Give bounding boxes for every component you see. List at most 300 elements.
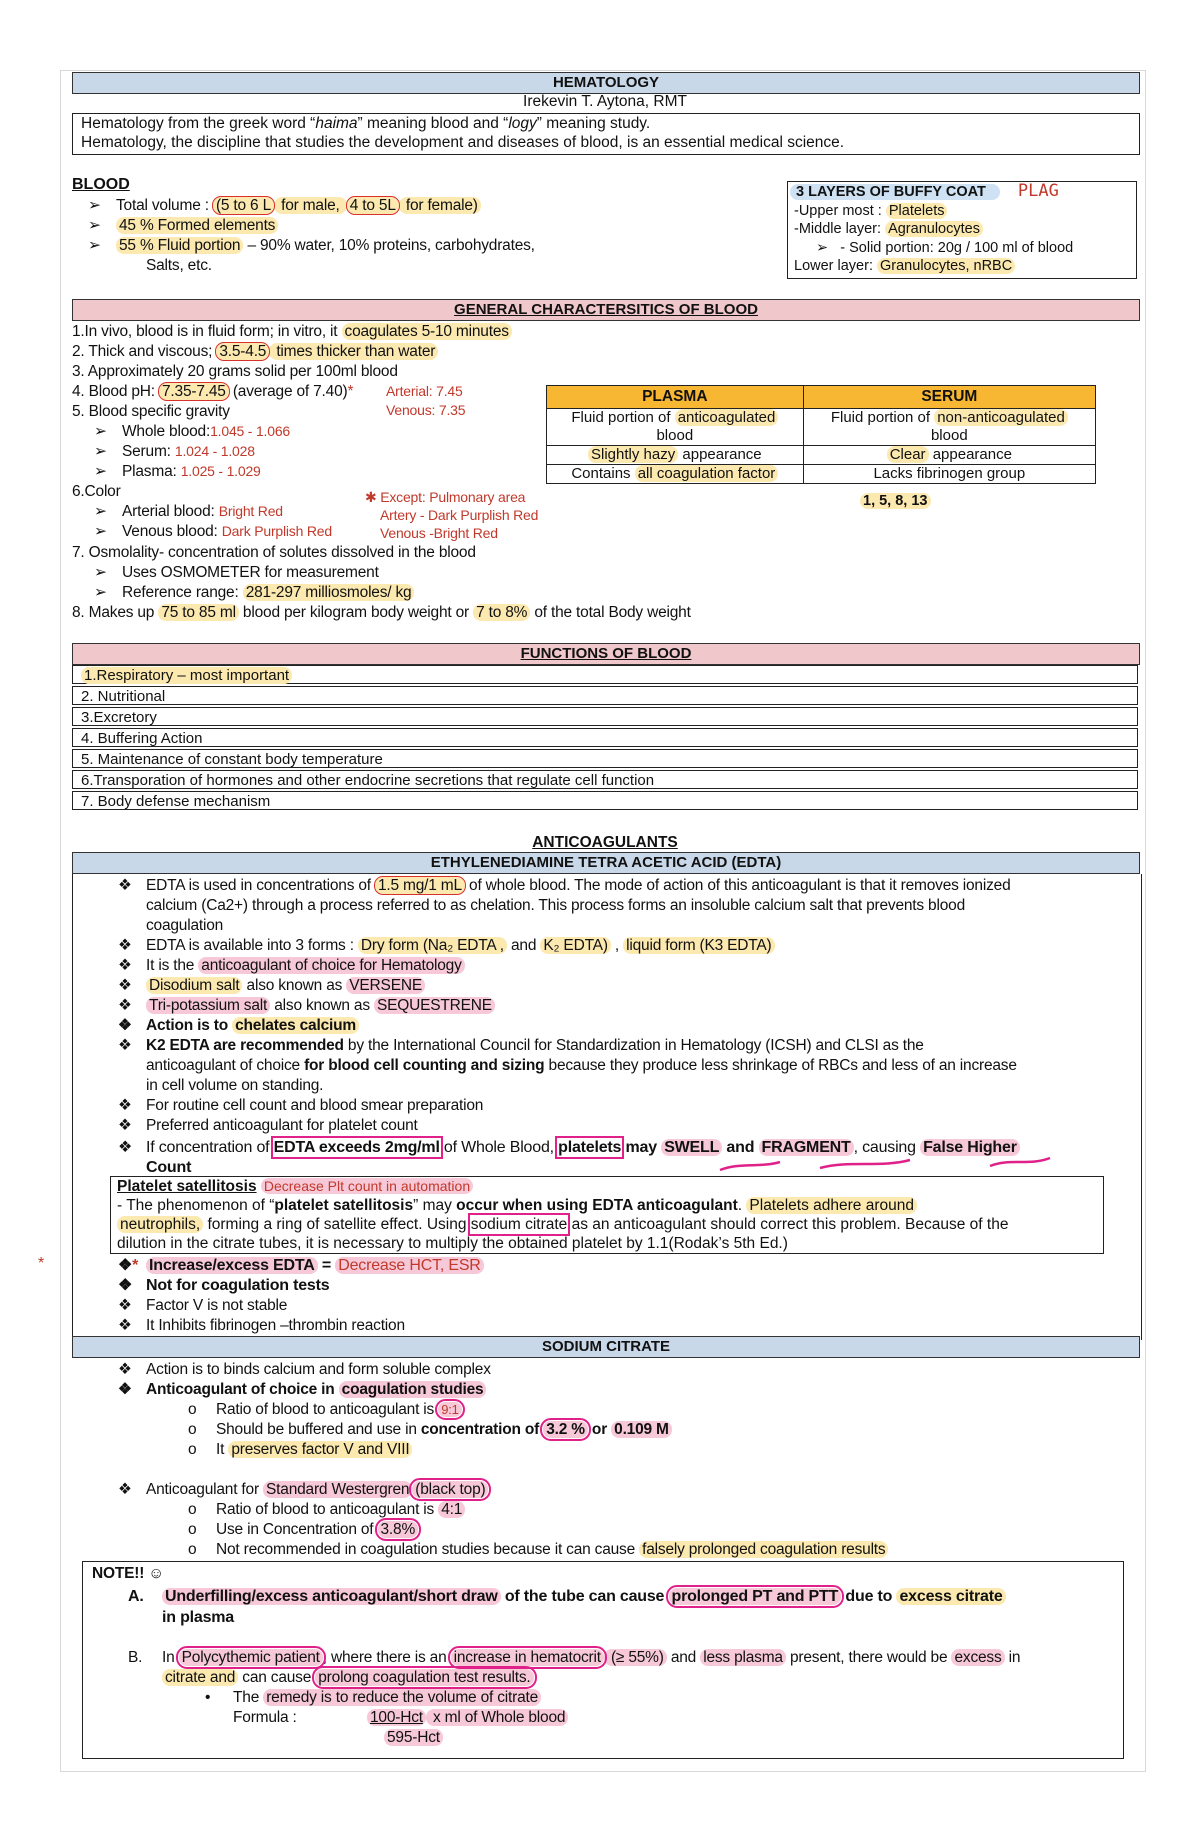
haima-word: haima [315, 115, 358, 132]
e10-may: may [621, 1139, 662, 1156]
edta-factorv [118, 1296, 287, 1315]
c8-text: 8. Makes up [72, 604, 159, 621]
edta-inhibits [118, 1316, 405, 1335]
diamond-bullet-icon: ❖ [118, 1277, 133, 1294]
function-row-2: 2. Nutritional [72, 686, 1138, 705]
edta-1-3: coagulation [146, 917, 224, 934]
color-arterial [94, 502, 283, 521]
margin-asterisk: * [38, 1255, 45, 1272]
citrate-2b-box: 3.2 % [543, 1421, 588, 1438]
sat-ref: (Rodak’s 5th Ed.) [668, 1235, 788, 1252]
sat-bold: occur when using EDTA anticoagulant [456, 1197, 738, 1214]
buffy-title-row [794, 182, 1136, 202]
note-b-label: B. [128, 1649, 143, 1666]
sg-plasma [94, 462, 261, 481]
citrate-2b-or: or [587, 1421, 612, 1438]
citrate-3a-val: 4:1 [438, 1501, 465, 1518]
citrate-3-text: Anticoagulant for [146, 1481, 264, 1498]
note-a-2: in plasma [162, 1609, 235, 1626]
sg-whole-value: 1.045 - 1.066 [210, 423, 290, 439]
e2-and: and [506, 937, 541, 954]
osmo-2 [94, 583, 414, 602]
arrow-bullet-icon: ➢ [94, 463, 107, 480]
edta-8 [118, 1096, 483, 1115]
star-icon: * [132, 1257, 139, 1274]
e7-text: by the International Council for Standardization in Hematology (ICSH) and CLSI as the [343, 1037, 924, 1054]
general-c6: 6.Color [72, 483, 121, 500]
formed-line [88, 216, 278, 235]
ps-serum-3 [803, 465, 1095, 484]
citrate-2b-bold: concentration of [420, 1421, 544, 1438]
note-b-pre: In [162, 1649, 179, 1666]
buffy-lower [794, 257, 1136, 276]
c8-hl2: 7 to 8% [473, 604, 530, 621]
formula-x: x ml of Whole blood [426, 1709, 568, 1726]
c1-text: 1.In vivo, blood is in fluid form; in vitro, it [72, 323, 342, 340]
sat-line-3 [117, 1234, 1103, 1253]
e10-false-higher: False Higher [920, 1139, 1020, 1156]
citrate-3b-val: 3.8% [378, 1521, 419, 1538]
note-b-less: less plasma [700, 1649, 786, 1666]
ps-plasma-1 [547, 409, 804, 446]
note-b-and: and [666, 1649, 701, 1666]
squiggle-underlines [700, 1152, 1100, 1178]
function-item: 1.Respiratory – most important [81, 667, 292, 684]
function-row-5: 5. Maintenance of constant body temperature [72, 749, 1138, 768]
arrow-bullet-icon: ➢ [94, 564, 107, 581]
ps-serum-1 [803, 409, 1095, 446]
note-a-box: prolonged PT and PTT [669, 1588, 842, 1605]
ps-text: Fluid portion of [830, 409, 935, 426]
citrate-3a-text: Ratio of blood to anticoagulant is [216, 1501, 439, 1518]
tv-female-text: for female) [399, 197, 481, 214]
sat-text: dilution in the citrate tubes, it is necessary to multiply the obtained platelet by 1.1 [117, 1235, 669, 1252]
e3-text: It is the [146, 957, 199, 974]
e5-name: SEQUESTRENE [374, 997, 495, 1014]
edta-increase [118, 1256, 484, 1275]
buffy-middle [794, 220, 1136, 239]
sat-decrease: Decrease Plt count in automation [261, 1178, 473, 1194]
e10-cause: , causing [853, 1139, 921, 1156]
citrate-2b-text: Should be buffered and use in [216, 1421, 421, 1438]
function-row-6: 6.Transporation of hormones and other endocrine secretions that regulate cell function [72, 770, 1138, 789]
inhibits-text: It Inhibits fibrinogen –thrombin reaction [146, 1317, 405, 1334]
circle-bullet-icon: o [188, 1501, 197, 1518]
note-remedy [205, 1688, 541, 1707]
edta-7-3: in cell volume on standing. [146, 1077, 324, 1094]
diamond-bullet-icon: ❖ [118, 1117, 132, 1134]
venous-label: Venous blood: [122, 523, 222, 540]
intro-text: Hematology from the greek word “ [81, 115, 316, 132]
e9-text: Preferred anticoagulant for platelet count [146, 1117, 418, 1134]
edta-7-2 [146, 1056, 1017, 1075]
note-formula-den [384, 1728, 443, 1747]
function-row-4: 4. Buffering Action [72, 728, 1138, 747]
note-b-box1: Polycythemic patient [179, 1649, 323, 1666]
diamond-bullet-icon: ❖ [118, 997, 132, 1014]
edta-9 [118, 1116, 418, 1135]
edta-notcoag [118, 1276, 329, 1295]
remedy-pre: The [233, 1689, 264, 1706]
intro-box [72, 113, 1140, 155]
ps-text: blood [930, 427, 968, 444]
diamond-bullet-icon: ❖ [118, 977, 132, 994]
general-c8 [72, 603, 691, 622]
ps-hl: anticoagulated [675, 409, 779, 426]
edta-1-2: calcium (Ca2+) through a process referred to as chelation. This process forms an insoluble calcium salt that prevents blood [146, 897, 965, 914]
e1-text: EDTA is used in concentrations of [146, 877, 375, 894]
citrate-2c [188, 1440, 412, 1459]
citrate-2a [188, 1400, 462, 1419]
ps-hl: non-anticoagulated [934, 409, 1068, 426]
factorv-text: Factor V is not stable [146, 1297, 288, 1314]
function-row-3: 3.Excretory [72, 707, 1138, 726]
e10-and: and [722, 1139, 759, 1156]
intro-text: ” meaning blood and “ [357, 115, 509, 132]
edta-1 [118, 876, 1011, 895]
except-2: Artery - Dark Purplish Red [380, 507, 539, 523]
ps-row-3 [547, 465, 1096, 484]
tv-male-value: (5 to 6 L [213, 197, 274, 214]
sg-serum [94, 442, 255, 461]
except-3: Venous -Bright Red [380, 525, 498, 541]
circle-bullet-icon: o [188, 1401, 197, 1418]
intro-text: ” meaning study. [536, 115, 651, 132]
e7-2-bold: for blood cell counting and sizing [304, 1057, 545, 1074]
buffy-lower-value: Granulocytes, nRBC [877, 258, 1015, 274]
functions-heading: FUNCTIONS OF BLOOD [72, 643, 1140, 665]
e7-bold: K2 EDTA are recommended [146, 1037, 344, 1054]
arrow-bullet-icon: ➢ [94, 523, 107, 540]
diamond-bullet-icon: ❖ [118, 1139, 133, 1156]
e7-2-text: anticoagulant of choice [146, 1057, 305, 1074]
diamond-bullet-icon: ❖ [118, 1017, 132, 1034]
tv-male-text: for male, [274, 197, 347, 214]
inc-value: Decrease HCT, ESR [335, 1257, 483, 1274]
arrow-bullet-icon: ➢ [88, 237, 101, 254]
e10-platelets: platelets [558, 1139, 622, 1156]
c2-box: 3.5-4.5 [216, 343, 269, 360]
buffy-middle-label: -Middle layer: [794, 221, 886, 237]
citrate-2-hl: coagulation studies [339, 1381, 487, 1398]
note-b-excess: excess [951, 1649, 1004, 1666]
sat-sodium-citrate: sodium citrate [470, 1216, 568, 1233]
note-a-hl: Underfilling/excess anticoagulant/short draw [162, 1588, 501, 1605]
arrow-bullet-icon: ➢ [88, 197, 101, 214]
circle-bullet-icon: o [188, 1441, 197, 1458]
arrow-bullet-icon: ➢ [88, 217, 101, 234]
e6-highlight: chelates calcium [232, 1017, 359, 1034]
citrate-1 [118, 1360, 491, 1379]
buffy-solid [794, 239, 1136, 258]
citrate-3a [188, 1500, 465, 1519]
sat-text: . [737, 1197, 747, 1214]
star-icon: * [347, 383, 354, 400]
ps-hl: all coagulation factor [635, 465, 779, 482]
citrate-2b-alt: 0.109 M [611, 1421, 672, 1438]
buffy-upper [794, 202, 1136, 221]
sg-serum-value: 1.024 - 1.028 [174, 443, 255, 459]
arrow-bullet-icon: ➢ [94, 443, 107, 460]
tv-label: Total volume : [116, 197, 213, 214]
e5-text: also known as [270, 997, 374, 1014]
formula-numerator: 100-Hct [367, 1709, 426, 1726]
general-c5: 5. Blood specific gravity [72, 403, 230, 420]
e2-dry: Dry form (Na₂ EDTA , [358, 937, 507, 954]
circle-bullet-icon: o [188, 1541, 197, 1558]
citrate-3b [188, 1520, 418, 1539]
c8-mid: blood per kilogram body weight or [238, 604, 474, 621]
e1-post: of whole blood. The mode of action of this anticoagulant is that it removes ionized [464, 877, 1011, 894]
e10-swell: SWELL [661, 1139, 722, 1156]
sg-plasma-label: Plasma: [122, 463, 181, 480]
plasma-header: PLASMA [547, 386, 804, 409]
satellitosis-box [110, 1176, 1104, 1254]
sat-title-row [117, 1177, 1103, 1196]
note-b-box2: increase in hematocrit [451, 1649, 604, 1666]
diamond-bullet-icon: ❖ [118, 1317, 132, 1334]
arterial-ph: Arterial: 7.45 [386, 383, 463, 399]
circle-bullet-icon: o [188, 1421, 197, 1438]
sat-hl: Platelets adhere around [746, 1197, 917, 1214]
c2-post: times thicker than water [269, 343, 438, 360]
buffy-lower-label: Lower layer: [794, 258, 878, 274]
general-c4 [72, 382, 353, 401]
remedy-hl: remedy is to reduce the volume of citrate [263, 1689, 541, 1706]
buffy-upper-value: Platelets [886, 203, 948, 219]
ps-plasma-3 [547, 465, 804, 484]
edta-heading: ETHYLENEDIAMINE TETRA ACETIC ACID (EDTA) [72, 852, 1140, 874]
buffy-mnemonic: PLAG [1017, 181, 1059, 201]
arterial-value: Bright Red [218, 503, 283, 519]
e2-liquid: liquid form (K3 EDTA) [623, 937, 774, 954]
e4-name: VERSENE [346, 977, 425, 994]
c4-box: 7.35-7.45 [159, 383, 229, 400]
osmo-2-value: 281-297 milliosmoles/ kg [243, 584, 415, 601]
blood-heading: BLOOD [72, 176, 130, 193]
citrate-3 [118, 1480, 488, 1499]
fluid-line [88, 236, 535, 255]
citrate-2c-text: It [216, 1441, 229, 1458]
osmo-2-label: Reference range: [122, 584, 243, 601]
diamond-bullet-icon: ❖ [118, 1097, 132, 1114]
arterial-label: Arterial blood: [122, 503, 219, 520]
buffy-upper-label: -Upper most : [794, 202, 886, 219]
e10-mid: of Whole Blood, [439, 1139, 559, 1156]
c1-highlight: coagulates 5-10 minutes [342, 323, 512, 340]
fluid-rest: – 90% water, 10% proteins, carbohydrates, [243, 237, 535, 254]
general-c2 [72, 342, 438, 361]
general-heading: GENERAL CHARACTERSITICS OF BLOOD [72, 299, 1140, 321]
sg-plasma-value: 1.025 - 1.029 [180, 463, 261, 479]
e3-highlight: anticoagulant of choice for Hematology [198, 957, 464, 974]
formula-denominator: 595-Hct [384, 1729, 443, 1746]
ps-plasma-2 [547, 446, 804, 465]
osmo-1 [94, 563, 379, 582]
plasma-serum-table [546, 385, 1096, 484]
sat-hl: neutrophils, [117, 1216, 203, 1233]
sat-text: as an anticoagulant should correct this problem. Because of the [567, 1216, 1009, 1233]
note-b-2-hl: citrate and [162, 1669, 238, 1686]
diamond-bullet-icon: ❖ [118, 957, 132, 974]
general-c1 [72, 322, 512, 341]
fibrinogen-factors: 1, 5, 8, 13 [860, 493, 931, 509]
general-c3: 3. Approximately 20 grams solid per 100ml blood [72, 363, 398, 380]
ps-row-2 [547, 446, 1096, 465]
osmo-1-text: Uses OSMOMETER for measurement [122, 564, 379, 581]
note-b-mid: , where there is an [322, 1649, 451, 1666]
citrate-2a-text: Ratio of blood to anticoagulant is [216, 1401, 439, 1418]
citrate-3-hl: Standard Westergren [263, 1481, 412, 1498]
citrate-3b-text: Use in Concentration of [216, 1521, 378, 1538]
sat-bold: platelet satellitosis [274, 1197, 414, 1214]
citrate-3c-hl: falsely prolonged coagulation results [639, 1541, 888, 1558]
citrate-3c [188, 1540, 888, 1559]
citrate-1-text: Action is to binds calcium and form soluble complex [146, 1361, 491, 1378]
e4-highlight: Disodium salt [146, 977, 242, 994]
note-a-hl2: excess citrate [896, 1588, 1005, 1605]
note-b-pct: (≥ 55%) [604, 1649, 667, 1666]
venous-ph: Venous: 7.35 [386, 402, 466, 418]
buffy-title: 3 LAYERS OF BUFFY COAT [790, 184, 1000, 200]
c4-text: 4. Blood pH: [72, 383, 160, 400]
edta-3 [118, 956, 465, 975]
formed-elements: 45 % Formed elements [116, 217, 278, 234]
edta-4 [118, 976, 425, 995]
sat-line-2 [117, 1215, 1103, 1234]
note-title: NOTE!! ☺ [92, 1565, 164, 1582]
e10-fragment: FRAGMENT [759, 1139, 854, 1156]
sg-whole-label: Whole blood: [122, 423, 211, 440]
diamond-bullet-icon: ❖ [118, 1297, 132, 1314]
ps-row-1 [547, 409, 1096, 446]
arrow-bullet-icon: ➢ [94, 423, 107, 440]
e6-text: Action is to [146, 1017, 233, 1034]
color-venous [94, 522, 332, 541]
citrate-2 [118, 1380, 486, 1399]
venous-value: Dark Purplish Red [221, 523, 332, 539]
citrate-heading: SODIUM CITRATE [72, 1336, 1140, 1358]
sg-serum-label: Serum: [122, 443, 175, 460]
note-b-present: present, there would be [785, 1649, 952, 1666]
buffy-coat-box [787, 181, 1137, 279]
e8-text: For routine cell count and blood smear preparation [146, 1097, 484, 1114]
e4-text: also known as [242, 977, 347, 994]
intro-line-1 [81, 114, 1139, 133]
sat-text: forming a ring of satellite effect. Using [203, 1216, 471, 1233]
circle-bullet-icon: o [188, 1521, 197, 1538]
e2-k2: K₂ EDTA) [540, 937, 610, 954]
author: Irekevin T. Aytona, RMT [523, 93, 687, 110]
diamond-bullet-icon: ❖ [118, 1381, 132, 1398]
note-b-2-mid: can cause [238, 1669, 316, 1686]
dot-bullet-icon: • [205, 1689, 211, 1706]
star-icon: ✱ [365, 489, 381, 505]
anticoag-heading: ANTICOAGULANTS [532, 834, 678, 851]
note-b-2 [162, 1668, 534, 1687]
ps-text: appearance [928, 446, 1012, 463]
arrow-bullet-icon: ➢ [94, 503, 107, 520]
ps-hl: Clear [887, 446, 929, 463]
note-a-mid: of the tube can cause [500, 1588, 669, 1605]
diamond-bullet-icon: ❖* [118, 1257, 139, 1274]
c8-post: of the total Body weight [530, 604, 691, 621]
e5-highlight: Tri-potassium salt [146, 997, 270, 1014]
formula-label: Formula : [233, 1709, 297, 1726]
edta-7 [118, 1036, 924, 1055]
diamond-bullet-icon: ❖ [118, 1481, 132, 1498]
sg-whole [94, 422, 290, 441]
diamond-bullet-icon: ❖ [118, 1037, 132, 1054]
buffy-middle-value: Agranulocytes [885, 221, 983, 237]
logy-word: logy [508, 115, 537, 132]
except-1-text: Except: Pulmonary area [380, 489, 526, 505]
ps-text: blood [656, 427, 694, 444]
diamond-bullet-icon: ❖ [118, 877, 132, 894]
arrow-bullet-icon: ➢ [94, 584, 107, 601]
c2-text: 2. Thick and viscous; [72, 343, 217, 360]
sat-text: ” may [413, 1197, 457, 1214]
citrate-3-box: (black top) [412, 1481, 488, 1498]
serum-header: SERUM [803, 386, 1095, 409]
fluid-portion: 55 % Fluid portion [116, 237, 243, 254]
e7-2-post: because they produce less shrinkage of RBCs and less of an increase [544, 1057, 1017, 1074]
sat-title: Platelet satellitosis [117, 1178, 257, 1195]
ps-header-row [547, 386, 1096, 409]
edta-10-count: Count [146, 1159, 192, 1176]
note-a-label: A. [128, 1588, 144, 1605]
total-volume-line [88, 196, 481, 215]
citrate-2b [188, 1420, 672, 1439]
note-b-2-box: prolong coagulation test results. [315, 1669, 533, 1686]
fluid-rest-2: Salts, etc. [146, 257, 212, 274]
c8-hl1: 75 to 85 ml [158, 604, 238, 621]
tv-female-value: 4 to 5L [347, 197, 399, 214]
c4-post: (average of 7.40) [228, 383, 348, 400]
intro-line-2: Hematology, the discipline that studies the development and diseases of blood, is an essential medical science. [81, 134, 845, 151]
diamond-bullet-icon: ❖ [118, 937, 132, 954]
hematology-title: HEMATOLOGY [72, 72, 1140, 94]
ps-text: appearance [678, 446, 762, 463]
diamond-bullet-icon: ❖ [118, 1361, 132, 1378]
sat-line-1 [117, 1196, 1103, 1215]
function-row-1 [72, 665, 1138, 684]
function-row-7: 7. Body defense mechanism [72, 791, 1138, 810]
notcoag-text: Not for coagulation tests [146, 1277, 330, 1294]
ps-text: Contains [571, 465, 635, 482]
note-b [128, 1648, 1020, 1667]
note-a-post: due to [841, 1588, 897, 1605]
citrate-2a-val: 9:1 [438, 1402, 461, 1417]
e2-text: EDTA is available into 3 forms : [146, 937, 358, 954]
e2-comma: , [610, 937, 624, 954]
arrow-bullet-icon: ➢ [816, 239, 841, 256]
citrate-2c-hl: preserves factor V and VIII [228, 1441, 412, 1458]
citrate-2-text: Anticoagulant of choice in [146, 1381, 339, 1398]
inc-text: Increase/excess EDTA [146, 1257, 318, 1274]
e10-box: EDTA exceeds 2mg/ml [273, 1139, 440, 1156]
e10-text: If concentration of [146, 1139, 274, 1156]
sat-text: - The phenomenon of “ [117, 1197, 275, 1214]
note-formula [233, 1708, 568, 1727]
ps-text: Lacks fibrinogen group [873, 465, 1026, 482]
note-b-in: in [1004, 1649, 1021, 1666]
ps-text: Fluid portion of [571, 409, 675, 426]
inc-eq: = [317, 1257, 336, 1274]
buffy-solid-text: - Solid portion: 20g / 100 ml of blood [840, 239, 1074, 256]
citrate-3c-text: Not recommended in coagulation studies because it can cause [216, 1541, 640, 1558]
e1-box: 1.5 mg/1 mL [375, 877, 465, 894]
